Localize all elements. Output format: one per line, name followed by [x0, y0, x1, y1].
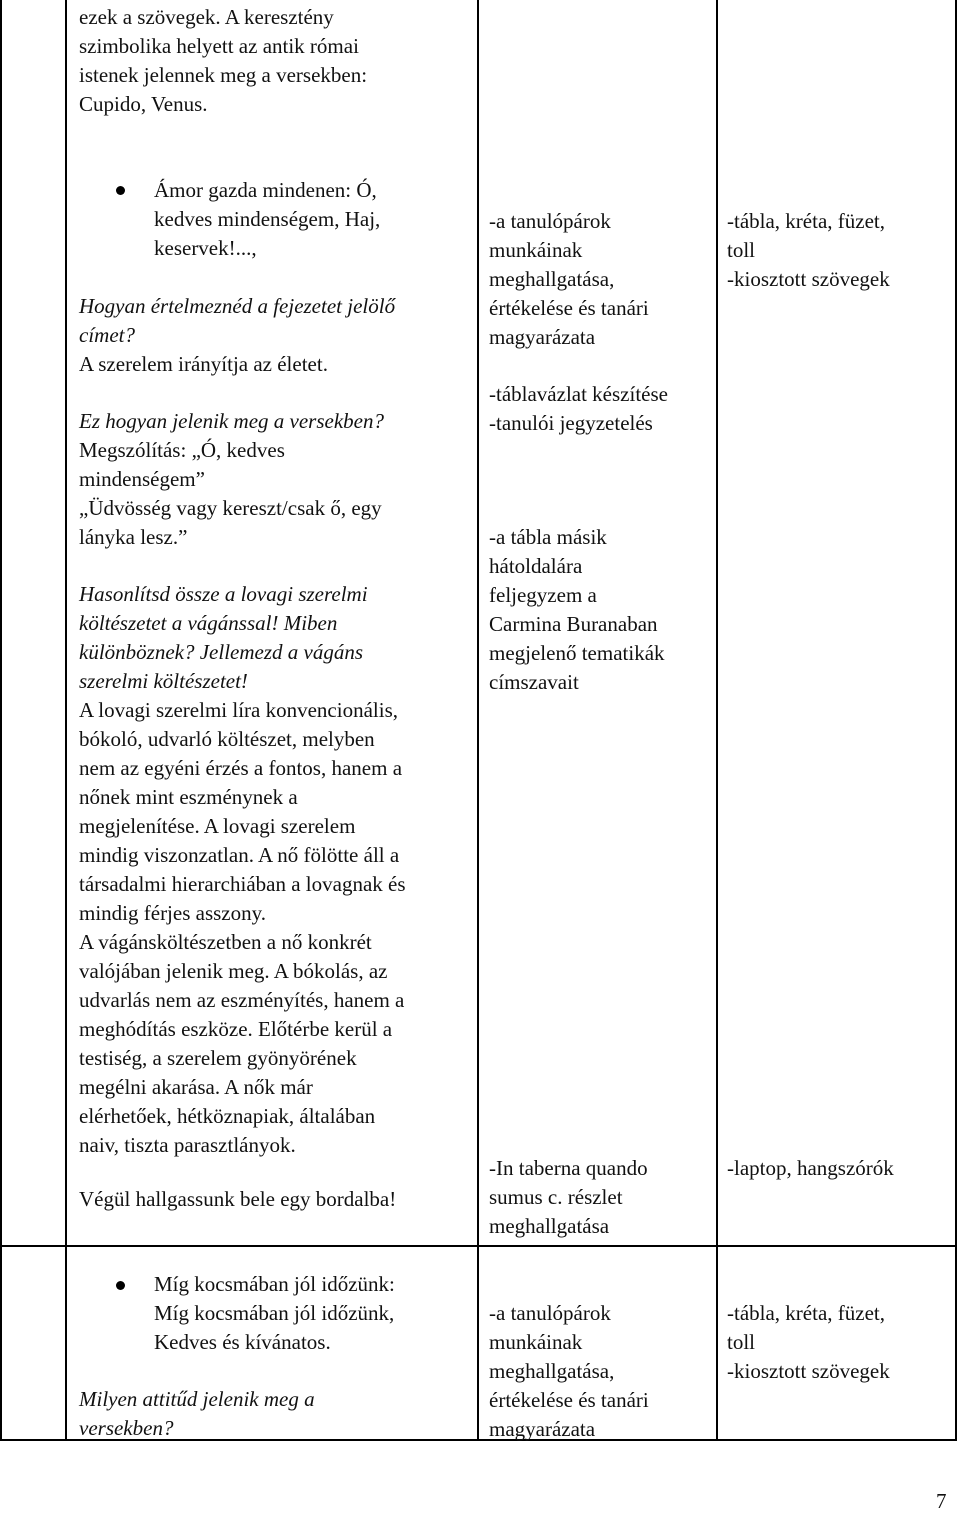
intro-line: ezek a szövegek. A keresztény	[79, 5, 334, 29]
column-divider-2	[477, 0, 479, 1441]
question-compare: Hasonlítsd össze a lovagi szerelmi	[79, 582, 368, 606]
method-line: munkáinak	[489, 238, 583, 262]
answer-compare: megjelenítése. A lovagi szerelem	[79, 814, 356, 838]
poem-quote-line: kedves mindenségem, Haj,	[154, 207, 381, 231]
answer-compare: udvarlás nem az eszményítés, hanem a	[79, 988, 405, 1012]
method-line: munkáinak	[489, 1330, 583, 1354]
poem-quote-line: Ámor gazda mindenen: Ó,	[154, 178, 377, 202]
method-line: -táblavázlat készítése	[489, 382, 668, 406]
intro-line: szimbolika helyett az antik római	[79, 34, 359, 58]
tools-line: -tábla, kréta, füzet,	[727, 209, 885, 233]
intro-line: istenek jelennek meg a versekben:	[79, 63, 368, 87]
answer-how: „Üdvösség vagy kereszt/csak ő, egy	[79, 496, 382, 520]
poem-quote-line: Míg kocsmában jól időzünk,	[154, 1301, 395, 1325]
table-border-right	[955, 0, 957, 1441]
answer-compare: társadalmi hierarchiában a lovagnak és	[79, 872, 406, 896]
method-line: -a tanulópárok	[489, 1301, 611, 1325]
poem-quote-line: Míg kocsmában jól időzünk:	[154, 1272, 395, 1296]
answer-compare: mindig viszonzatlan. A nő fölötte áll a	[79, 843, 400, 867]
method-line: címszavait	[489, 670, 579, 694]
tools-line: -laptop, hangszórók	[727, 1156, 894, 1180]
tools-line: -kiosztott szövegek	[727, 267, 890, 291]
tools-line: toll	[727, 1330, 756, 1354]
answer-compare: A lovagi szerelmi líra konvencionális,	[79, 698, 398, 722]
question-attitude: versekben?	[79, 1416, 174, 1440]
method-line: magyarázata	[489, 325, 596, 349]
row-divider	[0, 1245, 957, 1247]
poem-quote-line: keservek!...,	[154, 236, 257, 260]
answer-compare: meghódítás eszköze. Előtérbe kerül a	[79, 1017, 393, 1041]
method-line: meghallgatása	[489, 1214, 610, 1238]
method-line: sumus c. részlet	[489, 1185, 623, 1209]
answer-compare: testiség, a szerelem gyönyörének	[79, 1046, 357, 1070]
answer-title: A szerelem irányítja az életet.	[79, 352, 328, 376]
method-line: feljegyzem a	[489, 583, 597, 607]
answer-how: lányka lesz.”	[79, 525, 188, 549]
question-compare: költészetet a vágánssal! Miben	[79, 611, 338, 635]
method-line: -a tábla másik	[489, 525, 607, 549]
method-line: hátoldalára	[489, 554, 583, 578]
method-line: -a tanulópárok	[489, 209, 611, 233]
method-line: értékelése és tanári	[489, 1388, 649, 1412]
page-number: 7	[936, 1489, 947, 1513]
answer-compare: valójában jelenik meg. A bókolás, az	[79, 959, 388, 983]
answer-compare: nőnek mint eszménynek a	[79, 785, 298, 809]
answer-compare: mindig férjes asszony.	[79, 901, 267, 925]
bullet-point	[116, 186, 125, 195]
poem-quote-line: Kedves és kívánatos.	[154, 1330, 331, 1354]
answer-compare: A vágánsköltészetben a nő konkrét	[79, 930, 372, 954]
question-attitude: Milyen attitűd jelenik meg a	[79, 1387, 315, 1411]
answer-compare: nem az egyéni érzés a fontos, hanem a	[79, 756, 403, 780]
question-title: címet?	[79, 323, 135, 347]
question-compare: különböznek? Jellemezd a vágáns	[79, 640, 364, 664]
tools-line: -kiosztott szövegek	[727, 1359, 890, 1383]
question-compare: szerelmi költészetet!	[79, 669, 248, 693]
column-divider-3	[716, 0, 718, 1441]
method-line: meghallgatása,	[489, 267, 615, 291]
method-line: Carmina Buranaban	[489, 612, 658, 636]
answer-compare: elérhetőek, hétköznapiak, általában	[79, 1104, 376, 1128]
method-line: -In taberna quando	[489, 1156, 648, 1180]
question-title: Hogyan értelmeznéd a fejezetet jelölő	[79, 294, 396, 318]
method-line: megjelenő tematikák	[489, 641, 665, 665]
tools-line: -tábla, kréta, füzet,	[727, 1301, 885, 1325]
question-how: Ez hogyan jelenik meg a versekben?	[79, 409, 384, 433]
tools-line: toll	[727, 238, 756, 262]
method-line: -tanulói jegyzetelés	[489, 411, 653, 435]
closing-line: Végül hallgassunk bele egy bordalba!	[79, 1187, 397, 1211]
answer-how: Megszólítás: „Ó, kedves	[79, 438, 285, 462]
bullet-point	[116, 1281, 125, 1290]
method-line: meghallgatása,	[489, 1359, 615, 1383]
intro-line: Cupido, Venus.	[79, 92, 208, 116]
table-border-left	[0, 0, 2, 1441]
answer-how: mindenségem”	[79, 467, 205, 491]
answer-compare: naiv, tiszta parasztlányok.	[79, 1133, 296, 1157]
column-divider-1	[65, 0, 67, 1441]
answer-compare: megélni akarása. A nők már	[79, 1075, 313, 1099]
method-line: magyarázata	[489, 1417, 596, 1441]
answer-compare: bókoló, udvarló költészet, melyben	[79, 727, 375, 751]
method-line: értékelése és tanári	[489, 296, 649, 320]
